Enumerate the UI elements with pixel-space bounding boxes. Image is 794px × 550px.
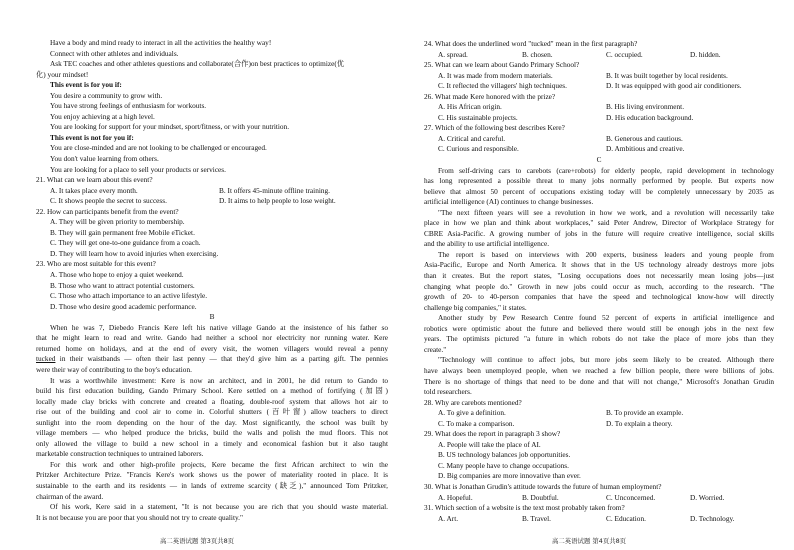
not-for-you-heading: This event is not for you if: bbox=[50, 132, 134, 142]
option-c: C. His sustainable projects. bbox=[438, 112, 518, 122]
passage-line: and the ability to use artificial intelligence. bbox=[424, 239, 550, 249]
question-24-stem: 24. What does the underlined word "tucked" mean in the first paragraph? bbox=[424, 39, 638, 48]
option-d: D. To explain a theory. bbox=[606, 418, 673, 428]
option-a: A. spread. bbox=[438, 49, 468, 59]
option-a: A. To give a definition. bbox=[438, 408, 506, 418]
option-b: B. chosen. bbox=[522, 49, 553, 59]
option-a: A. It was made from modern materials. bbox=[438, 70, 553, 80]
for-you-item: You enjoy achieving at a high level. bbox=[50, 111, 155, 121]
passage-line: years. The optimists pictured "a future in which robots do not take the place of more jobs than they bbox=[424, 334, 774, 344]
right-page bbox=[424, 39, 774, 524]
passage-line: than it creates. But the report states, "Losing occupations does not necessarily mean losing jobs—just bbox=[424, 271, 774, 281]
passage-line: From self-driving cars to carebots (care+robots) for elderly people, rapid development in technology bbox=[438, 165, 774, 175]
option-d: D. Technology. bbox=[690, 513, 735, 523]
intro-line: Connect with other athletes and individuals. bbox=[50, 48, 179, 58]
option-b: B. His living environment. bbox=[606, 102, 685, 112]
option-c: C. Curious and responsible. bbox=[438, 144, 519, 154]
option-a: A. His African origin. bbox=[438, 102, 502, 112]
option-b: B. Generous and cautious. bbox=[606, 133, 683, 143]
option-b: B. They will gain permanent free Mobile eTicket. bbox=[50, 227, 195, 237]
passage-line: sunlight into the room depending on the hour of the day. Most significantly, the school was built by bbox=[36, 417, 388, 427]
option-d: D. hidden. bbox=[690, 49, 721, 59]
not-for-you-item: You are looking for a place to sell your products or services. bbox=[50, 164, 226, 174]
question-23-stem: 23. Who are most suitable for this event? bbox=[36, 259, 156, 269]
option-b: B. Travel. bbox=[522, 513, 551, 523]
option-b: B. Doubtful. bbox=[522, 492, 559, 502]
passage-line: robotics were optimistic about the future and believed there would still be enough jobs in the next few bbox=[424, 323, 774, 333]
passage-line-rest: in their waistbands — often their last penny — that they'd give him as a parting gift. The pennies bbox=[55, 354, 388, 364]
question-27-stem: 27. Which of the following best describes Kere? bbox=[424, 123, 565, 133]
option-d: D. His education background. bbox=[606, 112, 694, 122]
passage-line: have always been unemployed people, when we reached a few billion people, there were billions of jobs. bbox=[424, 365, 774, 375]
option-c: C. It reflected the villagers' high techniques. bbox=[438, 81, 567, 91]
passage-line: locally made clay bricks with concrete and created a floating, double-roof system that allows hot air to bbox=[36, 396, 388, 406]
option-c: C. It shows people the secret to success. bbox=[50, 196, 167, 206]
question-26-stem: 26. What made Kere honored with the prize? bbox=[424, 91, 556, 101]
question-25-stem: 25. What can we learn about Gando Primary School? bbox=[424, 60, 580, 70]
question-27-options-row bbox=[424, 144, 774, 155]
option-c: C. occupied. bbox=[606, 49, 643, 59]
passage-line: were their way of contributing to the boy's education. bbox=[36, 364, 192, 374]
section-b-heading: B bbox=[209, 312, 215, 322]
passage-line: artificial intelligence (AI) continues to change businesses. bbox=[424, 197, 594, 207]
intro-line: 化) your mindset! bbox=[36, 69, 89, 79]
option-d: D. It was equipped with good air conditioners. bbox=[606, 81, 742, 91]
option-c: C. Many people have to change occupations. bbox=[438, 460, 569, 470]
option-d: D. It aims to help people to lose weight. bbox=[219, 196, 336, 206]
passage-line: build his first education building, Gando Primary School. Kere settled on a method of fortifying (加固) bbox=[36, 386, 388, 396]
question-28-stem: 28. Why are carebots mentioned? bbox=[424, 397, 522, 407]
option-a: A. It takes place every month. bbox=[50, 185, 138, 195]
left-page-footer: 高二英语试题 第3页共8页 bbox=[160, 537, 235, 545]
passage-line: Another study by Pew Research Centre found 52 percent of experts in artificial intelligence and bbox=[438, 313, 774, 323]
passage-line: "Technology will continue to affect jobs, but more jobs seem likely to be created. Although there bbox=[438, 355, 774, 365]
question-21-options-row bbox=[36, 196, 388, 207]
intro-line: Ask TEC coaches and other athletes questions and collaborate(合作)on best practices to optimize(优 bbox=[50, 59, 345, 69]
passage-line: chairman of the award. bbox=[36, 491, 104, 501]
right-page-footer: 高二英语试题 第4页共8页 bbox=[552, 537, 627, 545]
question-28-options-row bbox=[424, 419, 774, 430]
question-27-options-row bbox=[424, 134, 774, 145]
passage-line: It was a worthwhile investment: Kere is now an architect, and in 2001, he did return to Gando to bbox=[50, 375, 388, 385]
option-b: B. To provide an example. bbox=[606, 408, 684, 418]
question-21-options-row bbox=[36, 186, 388, 197]
option-d: D. Big companies are more innovative than ever. bbox=[438, 471, 581, 481]
passage-line: For this work and other high-profile projects, Kere became the first African architect to win the bbox=[50, 459, 388, 469]
for-you-item: You desire a community to grow with. bbox=[50, 90, 163, 100]
passage-line: "The next fifteen years will see a revolution in how we work, and a revolution will necessarily take bbox=[438, 207, 774, 217]
question-26-options-row bbox=[424, 113, 774, 124]
option-a: A. Hopeful. bbox=[438, 492, 473, 502]
option-a: A. Art. bbox=[438, 513, 459, 523]
passage-line bbox=[36, 354, 388, 365]
option-c: C. To make a comparison. bbox=[438, 418, 515, 428]
question-28-options-row bbox=[424, 408, 774, 419]
passage-line: Pritzker Architecture Prize. "Francis Kere's work shows us the power of materiality rooted in place. It is bbox=[36, 470, 388, 480]
passage-line: The report is based on interviews with 200 experts, business leaders and young people from bbox=[438, 249, 774, 259]
option-d: D. They will learn how to avoid injuries when exercising. bbox=[50, 248, 219, 258]
passage-line: There is no shortage of things that need to be done and that will not change," Microsoft's Jonathan Grudin bbox=[424, 376, 774, 386]
passage-line: growth of 20- to 40-person companies that have the speed and technological know-how will directly bbox=[424, 292, 774, 302]
not-for-you-item: You don't value learning from others. bbox=[50, 154, 159, 164]
section-c-heading: C bbox=[596, 155, 602, 165]
option-b: B. It offers 45-minute offline training. bbox=[219, 185, 330, 195]
underlined-word-tucked: tucked bbox=[36, 354, 56, 364]
passage-line: believe that almost 50 percent of occupations existing today will be completely unnecessary by 2035 as bbox=[424, 186, 774, 196]
option-c: C. Those who attach importance to an active lifestyle. bbox=[50, 291, 208, 301]
option-a: A. Critical and careful. bbox=[438, 133, 506, 143]
question-26-options-row bbox=[424, 102, 774, 113]
passage-line: that he might learn to read and write. Gando had neither a school nor electricity nor running water. Kere bbox=[36, 333, 388, 343]
passage-line: create." bbox=[424, 344, 447, 354]
question-30-options-row bbox=[424, 493, 774, 504]
question-24-options-row bbox=[424, 50, 774, 61]
passage-line: told researchers. bbox=[424, 387, 472, 397]
passage-line: marketable construction techniques to untrained laborers. bbox=[36, 449, 204, 459]
question-25-options-row bbox=[424, 71, 774, 82]
for-you-heading: This event is for you if: bbox=[50, 80, 122, 90]
option-c: C. They will get one-to-one guidance from a coach. bbox=[50, 238, 201, 248]
passage-line: rise out of the building and cool air to come in. Colorful shutters (百叶窗) allow teachers to direct bbox=[36, 407, 388, 417]
question-31-options-row bbox=[424, 514, 774, 525]
option-c: C. Unconcerned. bbox=[606, 492, 656, 502]
option-d: D. Worried. bbox=[690, 492, 725, 502]
passage-line: When he was 7, Diebedo Francis Kere left his native village Gando at the insistence of his father so bbox=[50, 322, 388, 332]
question-30-stem: 30. What is Jonathan Grudin's attitude towards the future of human employment? bbox=[424, 481, 662, 491]
option-d: D. Ambitious and creative. bbox=[606, 144, 685, 154]
passage-line: changing what people do." Growth in new jobs could occur as much, according to the research. "The bbox=[424, 281, 774, 291]
question-22-stem: 22. How can participants benefit from the event? bbox=[36, 206, 179, 216]
question-29-stem: 29. What does the report in paragraph 3 show? bbox=[424, 429, 561, 439]
not-for-you-item: You are close-minded and are not looking to be challenged or encouraged. bbox=[50, 143, 267, 153]
option-d: D. Those who desire good academic performance. bbox=[50, 301, 197, 311]
passage-line: place in how we plan and think about workplaces," said Peter Andrew, Director of Workplace Strategy for bbox=[424, 218, 774, 228]
option-a: A. They will be given priority to membership. bbox=[50, 217, 185, 227]
passage-line: CBRE Asia-Pacific. A growing number of jobs in the future will require creative intelligence, social skills bbox=[424, 228, 774, 238]
passage-line: challenge big companies," it states. bbox=[424, 302, 527, 312]
passage-line: Of his work, Kere said in a statement, "It is not because you are rich that you should waste material. bbox=[50, 502, 388, 512]
question-31-stem: 31. Which section of a website is the text most probably taken from? bbox=[424, 503, 625, 513]
for-you-item: You have strong feelings of enthusiasm for workouts. bbox=[50, 101, 207, 111]
question-21-stem: 21. What can we learn about this event? bbox=[36, 175, 153, 185]
left-page bbox=[36, 38, 388, 523]
passage-line: only allowed the village to build a new school in a timely and economical fashion but it also taught bbox=[36, 438, 388, 448]
intro-line: Have a body and mind ready to interact in all the activities the healthy way! bbox=[50, 38, 272, 47]
option-b: B. Those who want to attract potential customers. bbox=[50, 280, 195, 290]
passage-line: has long represented a possible threat to many jobs normally performed by people. But experts now bbox=[424, 176, 774, 186]
option-a: A. Those who hope to enjoy a quiet weekend. bbox=[50, 270, 184, 280]
passage-line: village members — who helped produce the bricks, build the walls and polish the mud floors. This not bbox=[36, 428, 388, 438]
option-a: A. People will take the place of AI. bbox=[438, 439, 541, 449]
passage-line: sustainable to the earth and its residents — in lands of extreme scarcity (缺乏)," announced Tom Pritzker, bbox=[36, 480, 388, 490]
option-b: B. US technology balances job opportunities. bbox=[438, 450, 571, 460]
passage-line: Asia-Pacific, Europe and North America. It shows that in the US technology already destroys more jobs bbox=[424, 260, 774, 270]
option-b: B. It was built together by local residents. bbox=[606, 70, 728, 80]
passage-line: It is not because you are poor that you should not try to create quality." bbox=[36, 512, 243, 522]
for-you-item: You are looking for support for your mindset, sport/fitness, or with your nutrition. bbox=[50, 122, 290, 132]
passage-line: returned home on holidays, and at the end of every visit, the women villagers would reveal a penny bbox=[36, 343, 388, 353]
question-25-options-row bbox=[424, 81, 774, 92]
option-c: C. Education. bbox=[606, 513, 646, 523]
